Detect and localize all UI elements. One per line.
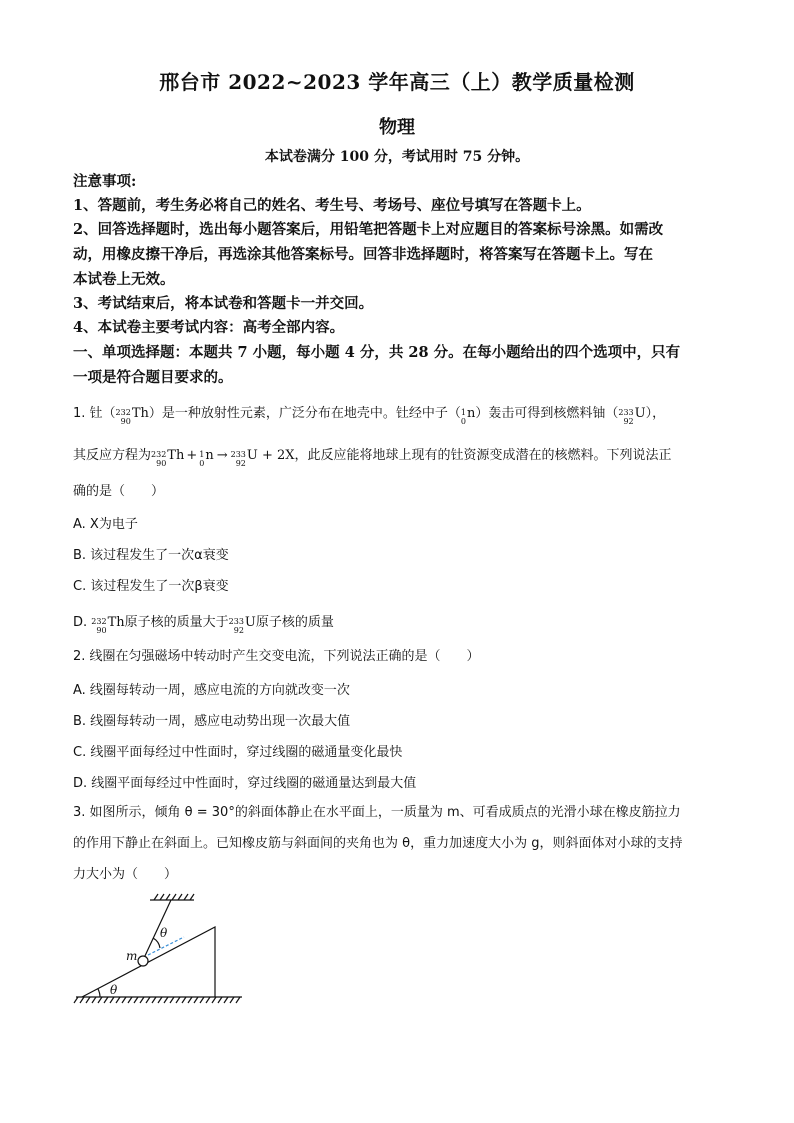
section-heading-line2: 一项是符合题目要求的。: [73, 369, 233, 386]
q2-option-b: B. 线圈每转动一周，感应电动势出现一次最大值: [73, 714, 351, 729]
note-item-4: 4、本试卷主要考试内容：高考全部内容。: [73, 319, 345, 336]
q1-option-b: B. 该过程发生了一次α衰变: [73, 548, 229, 563]
q3-line3: 力大小为（ ）: [73, 867, 178, 882]
option-d-thorium: 232 90 Th: [91, 615, 125, 635]
thorium-nuclide: 232 90 Th: [115, 406, 149, 426]
ball: [138, 956, 148, 966]
uranium-nuclide: 233 92 U: [618, 406, 646, 426]
ground-hatch: [74, 997, 240, 1003]
equation-uranium: 233 92: [230, 450, 246, 468]
base-angle-arc: [98, 989, 100, 997]
exam-title: 邢台市 2022~2023 学年高三（上）教学质量检测: [159, 70, 635, 94]
q1-line1: 1. 钍（ 232 90 Th）是一种放射性元素，广泛分布在地壳中。钍经中子（ 1 0 n）轰击可得到核燃料铀（ 233 92 U），: [73, 398, 728, 429]
theta-label-bottom: θ: [110, 983, 118, 997]
q2-option-a: A. 线圈每转动一周，感应电流的方向就改变一次: [73, 683, 350, 698]
theta-label-top: θ: [160, 926, 168, 940]
q2-option-c: C. 线圈平面每经过中性面时，穿过线圈的磁通量变化最快: [73, 745, 403, 760]
note-item-2-line1: 2、回答选择题时，选出每小题答案后，用铅笔把答题卡上对应题目的答案标号涂黑。如需改: [73, 221, 664, 238]
q1-line2: 其反应方程为 232 90 Th + 1 0 n → 233 92 U + 2X，此反应能将地球上现有的钍资源变成潜在的核燃料。下列说法正: [73, 440, 728, 471]
option-d-uranium: 233 92 U: [228, 615, 256, 635]
q1-option-d: D. 232 90 Th原子核的质量大于 233 92 U原子核的质量: [73, 615, 334, 635]
band-angle-arc: [153, 938, 160, 948]
note-item-2-line2: 动，用橡皮擦干净后，再选涂其他答案标号。回答非选择题时，将答案写在答题卡上。写在: [73, 246, 653, 263]
score-note: 本试卷满分 100 分，考试用时 75 分钟。: [264, 149, 530, 165]
equation-neutron: 1 0 n: [199, 448, 214, 468]
q2-stem: 2. 线圈在匀强磁场中转动时产生交变电流，下列说法正确的是（ ）: [73, 649, 480, 664]
note-item-1: 1、答题前，考生务必将自己的姓名、考生号、考场号、座位号填写在答题卡上。: [73, 197, 591, 214]
equation-thorium: 232 90 Th: [151, 448, 185, 468]
q2-option-d: D. 线圈平面每经过中性面时，穿过线圈的磁通量达到最大值: [73, 776, 417, 791]
q1-option-c: C. 该过程发生了一次β衰变: [73, 579, 229, 594]
q1-line3: 确的是（ ）: [73, 484, 165, 499]
subject-title: 物理: [379, 117, 415, 138]
q3-line1: 3. 如图所示，倾角 θ = 30°的斜面体静止在水平面上，一质量为 m、可看成质点的光滑小球在橡皮筋拉力: [73, 805, 681, 820]
q3-line2: 的作用下静止在斜面上。已知橡皮筋与斜面间的夹角也为 θ，重力加速度大小为 g，则斜面体对小球的支持: [73, 836, 683, 851]
notes-heading: 注意事项:: [73, 173, 137, 190]
q1-option-a: A. X为电子: [73, 517, 138, 532]
note-item-2-line3: 本试卷上无效。: [73, 271, 175, 288]
section-heading-line1: 一、单项选择题：本题共 7 小题，每小题 4 分，共 28 分。在每小题给出的四个选项中，只有: [73, 344, 681, 361]
ceiling-hatch: [154, 894, 194, 900]
mass-label: m: [126, 949, 138, 963]
note-item-3: 3、考试结束后，将本试卷和答题卡一并交回。: [73, 295, 374, 312]
neutron-nuclide: 1 0 n: [460, 406, 476, 426]
incline-figure: [70, 893, 250, 1013]
